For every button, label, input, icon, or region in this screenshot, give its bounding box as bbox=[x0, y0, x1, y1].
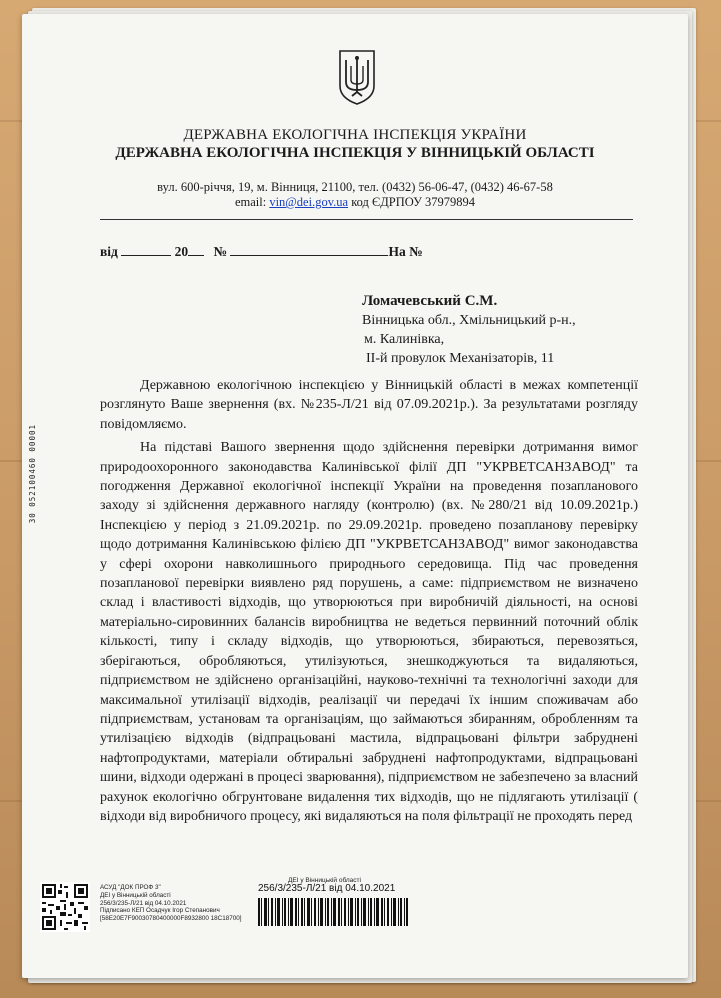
from-label: від bbox=[100, 244, 118, 259]
org-subtitle: ДЕРЖАВНА ЕКОЛОГІЧНА ІНСПЕКЦІЯ У ВІННИЦЬКІЙ ОБЛАСТІ bbox=[115, 145, 595, 161]
side-registration-stamp: 30 052100460 00001 bbox=[28, 424, 37, 524]
year-label: 20 bbox=[174, 244, 189, 259]
body-paragraph-2: На підставі Вашого звернення щодо здійснення перевірки дотримання вимог природоохоронного законодавства Калинівської філії ДП "УКРВЕТСАНЗАВОД" та погодження Державної екологічної інспекції України на проведення позапланового заходу зі здійснення державного нагляду (контролю) (вх. №280/21 від 10.09.2021р.) Інспекцією у період з 21.09.2021р. по 29.09.2021р. проведено позапланову перевірку щодо дотримання Калинівською філією ДП "УКРВЕТСАНЗАВОД" вимог законодавства у сфері охорони навколишнього природнього середовища. Під час проведення позапланової перевірки виявлено ряд порушень, а саме: підприємством не визначено склад і властивості відходів, що утворюються при виробничій діяльності, на основі матеріально-сировинних балансів виробництва не ведеться первинний поточний облік кількості, типу і складу відходів, що утворюються, збираються, перевозяться, зберігаються, обробляються, утилізуються, знешкоджуються та видаляються, підприємством не здійснено організаційні, науково-технічні та технологічні заходи для максимальної утилізації відходів, реалізації чи передачі їх іншим споживачам або підприємствам, установам та організаціям, що займаються збиранням, обробленням та утилізацією відходів (відпрацьовані мастила, відпрацьовані фільтри забруднені нафтопродуктами, матеріали обтиральні забруднені нафтопродуктами, відпрацьовані шини, відходи одержані в процесі зварювання), підприємством не забезпечено за власний рахунок екологічно обгрунтоване видалення тих відходів, що не підлягають утилізації ( відходи від виробничого процесу, які видаляються на поля фільтрації не проходять перед bbox=[100, 440, 638, 824]
qr-code-icon bbox=[40, 882, 90, 932]
number-label: № bbox=[213, 244, 228, 259]
recipient-name: Ломачевський С.М. bbox=[362, 293, 498, 309]
office-name: ДЕІ у Вінницькій області bbox=[100, 891, 171, 899]
barcode-icon bbox=[258, 898, 408, 926]
document-ref: 256/3/235-Л/21 від 04.10.2021 bbox=[100, 899, 187, 907]
registration-info bbox=[100, 884, 241, 923]
barcode-caption: ДЕІ у Вінницькій області bbox=[288, 877, 361, 884]
year-blank bbox=[188, 243, 204, 256]
org-address: вул. 600-річчя, 19, м. Вінниця, 21100, тел. (0432) 56-06-47, (0432) 46-67-58 bbox=[157, 180, 553, 194]
coat-of-arms-icon bbox=[337, 48, 377, 106]
header-divider bbox=[100, 219, 633, 220]
letter-body bbox=[100, 376, 638, 826]
email-link[interactable]: vin@dei.gov.ua bbox=[269, 195, 349, 209]
org-contacts bbox=[22, 195, 688, 210]
recipient-street: ІІ-й провулок Механізаторів, 11 bbox=[366, 351, 555, 366]
document-page bbox=[22, 14, 688, 978]
recipient-block bbox=[362, 292, 576, 368]
certificate-id: [58E20E7F90030780400000F8932800 18C18700] bbox=[100, 915, 242, 923]
email-label: email: bbox=[234, 195, 270, 209]
recipient-region: Вінницька обл., Хмільницький р-н., bbox=[362, 313, 576, 328]
reply-label: На № bbox=[388, 244, 423, 259]
org-title: ДЕРЖАВНА ЕКОЛОГІЧНА ІНСПЕКЦІЯ УКРАЇНИ bbox=[183, 127, 527, 143]
body-paragraph-1: Державною екологічною інспекцією у Вінницькій області в межах компетенції розглянуто Ваше звернення (вх. №235-Л/21 від 07.09.2021р.). За результатами розгляду повідомляємо. bbox=[100, 378, 638, 432]
barcode-number: 256/3/235-Л/21 від 04.10.2021 bbox=[258, 883, 396, 894]
edrpou-code: код ЄДРПОУ 37979894 bbox=[348, 195, 476, 209]
number-blank bbox=[230, 243, 388, 256]
recipient-town: м. Калинівка, bbox=[364, 332, 445, 347]
system-name: АСУД "ДОК ПРОФ 3" bbox=[100, 884, 161, 891]
reference-line bbox=[100, 243, 423, 260]
date-blank bbox=[121, 243, 171, 256]
signature-info: Підписано КЕП Осадчук Ігор Степанович bbox=[100, 907, 220, 915]
